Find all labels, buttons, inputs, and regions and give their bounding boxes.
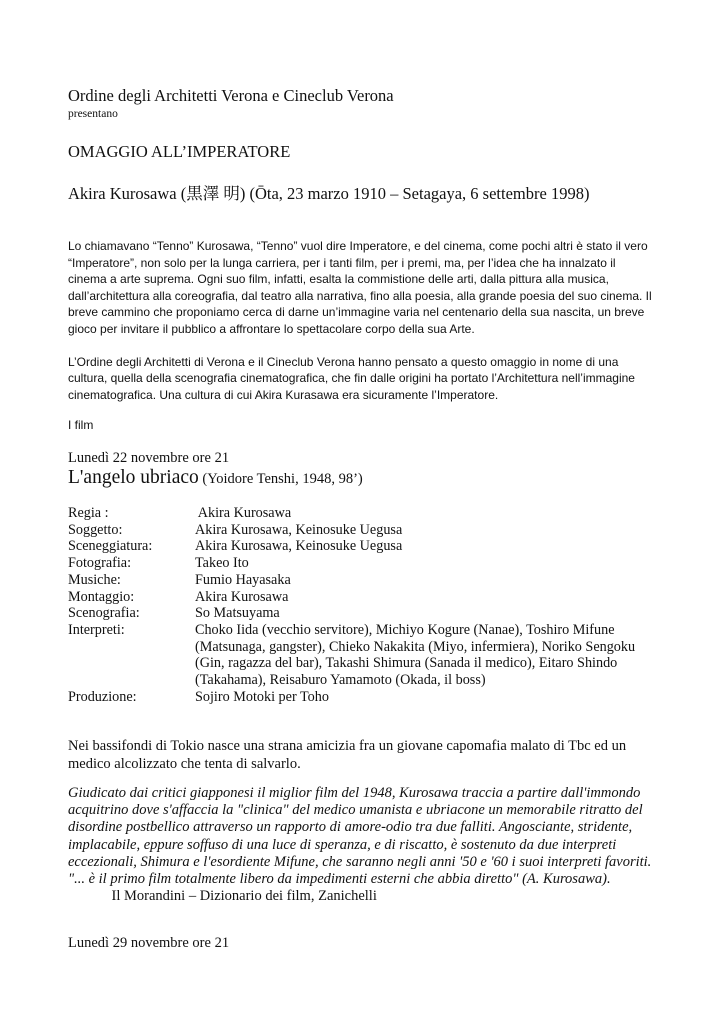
credit-value: Akira Kurosawa, Keinosuke Uegusa (195, 521, 403, 538)
credit-row (68, 538, 668, 555)
intro-paragraph-1: Lo chiamavano “Tenno” Kurosawa, “Tenno” vuol dire Imperatore, e del cinema, come pochi altri è stato il vero “Imperatore”, non solo per la lunga carriera, per i tanti film, per i premi, ma, per l’idea che ha innalzato il cinema a arte suprema. Ogni suo film, infatti, esalta la commistione delle arti, dalla pittura alla musica, dall’architettura alla coreografia, dal teatro alla narrativa, fino alla poesia, alla grande poesia del suo cinema. Il breve cammino che proponiamo cerca di darne un’immagine varia nel centenario della sua nascita, un breve gioco per invitare il pubblico a affrontare lo spettacolare corpo della sua Arte. (68, 239, 652, 336)
credit-label: Produzione: (68, 688, 137, 705)
credit-label: Fotografia: (68, 555, 132, 572)
credit-value: Akira Kurosawa (195, 505, 292, 521)
screening-2-date: Lunedì 29 novembre ore 21 (68, 935, 230, 951)
credit-row (68, 605, 668, 622)
credit-row (68, 505, 668, 522)
credit-value: Takeo Ito (195, 555, 249, 572)
page-subtitle: Akira Kurosawa (黒澤 明) (Ōta, 23 marzo 1910 – Setagaya, 6 settembre 1998) (68, 184, 590, 203)
credit-value: Fumio Hayasaka (195, 571, 291, 588)
presentano-label: presentano (68, 108, 118, 120)
presenters-line: Ordine degli Architetti Verona e Cineclub Verona (68, 86, 394, 105)
credit-value: Akira Kurosawa (195, 588, 289, 605)
credit-row (68, 555, 668, 572)
films-label: I film (68, 418, 94, 432)
credit-label: Montaggio: (68, 588, 135, 605)
film-title: L'angelo ubriaco (68, 467, 199, 488)
screening-1-title-line (68, 467, 363, 489)
credit-row (68, 572, 668, 589)
credit-label: Interpreti: (68, 621, 125, 638)
synopsis: Nei bassifondi di Tokio nasce una strana amicizia fra un giovane capomafia malato di Tbc ed un medico alcolizzato che tenta di salvarlo. (68, 738, 627, 772)
review (68, 785, 656, 905)
credit-label: Regia : (68, 505, 109, 521)
credit-value: Akira Kurosawa, Keinosuke Uegusa (195, 538, 403, 555)
credit-row (68, 622, 668, 689)
credit-row (68, 522, 668, 539)
intro-section (68, 238, 656, 403)
page-title: OMAGGIO ALL’IMPERATORE (68, 142, 291, 161)
credit-value: So Matsuyama (195, 605, 280, 622)
review-text: Giudicato dai critici giapponesi il miglior film del 1948, Kurosawa traccia a partire dall'immondo acquitrino dove s'affaccia la "clinica" del medico umanista e ubriacone un memorabile ritratto del disordine postbellico attraverso un rapporto di amore-odio tra due falliti. Angosciante, stridente, implacabile, eppure soffuso di una luce di speranza, e di riscatto, è sostenuto da due interpreti eccezionali, Shimura e l'esordiente Mifune, che saranno negli anni '50 e '60 i suoi interpreti favoriti. "... è il primo film totalmente libero da impedimenti esterni che abbia diretto" (A. Kurosawa). (68, 785, 652, 888)
credit-row (68, 689, 668, 706)
credit-value: Sojiro Motoki per Toho (195, 688, 329, 705)
credits-table (68, 505, 668, 705)
credit-label: Sceneggiatura: (68, 538, 153, 555)
film-info: (Yoidore Tenshi, 1948, 98’) (198, 471, 363, 487)
credit-label: Musiche: (68, 571, 121, 588)
screening-1-date: Lunedì 22 novembre ore 21 (68, 450, 230, 466)
review-source: Il Morandini – Dizionario dei film, Zanichelli (111, 888, 377, 905)
credit-row (68, 589, 668, 606)
credit-value: Choko Iida (vecchio servitore), Michiyo Kogure (Nanae), Toshiro Mifune (Matsunaga, gangster), Chieko Nakakita (Miyo, infermiera), Noriko Sengoku (Gin, ragazza del bar), Takashi Shimura (Sanada il medico), Eitaro Shindo (Takahama), Reisaburo Yamamoto (Okada, il boss) (195, 621, 636, 689)
intro-paragraph-2: L’Ordine degli Architetti di Verona e il Cineclub Verona hanno pensato a questo omaggio in nome di una cultura, quella della scenografia cinematografica, che fin dalle origini ha portato l’Architettura nell’immagine cinematografica. Una cultura di cui Akira Kurasawa era sicuramente l’Imperatore. (68, 354, 635, 402)
credit-label: Soggetto: (68, 521, 123, 538)
credit-label: Scenografia: (68, 605, 140, 622)
